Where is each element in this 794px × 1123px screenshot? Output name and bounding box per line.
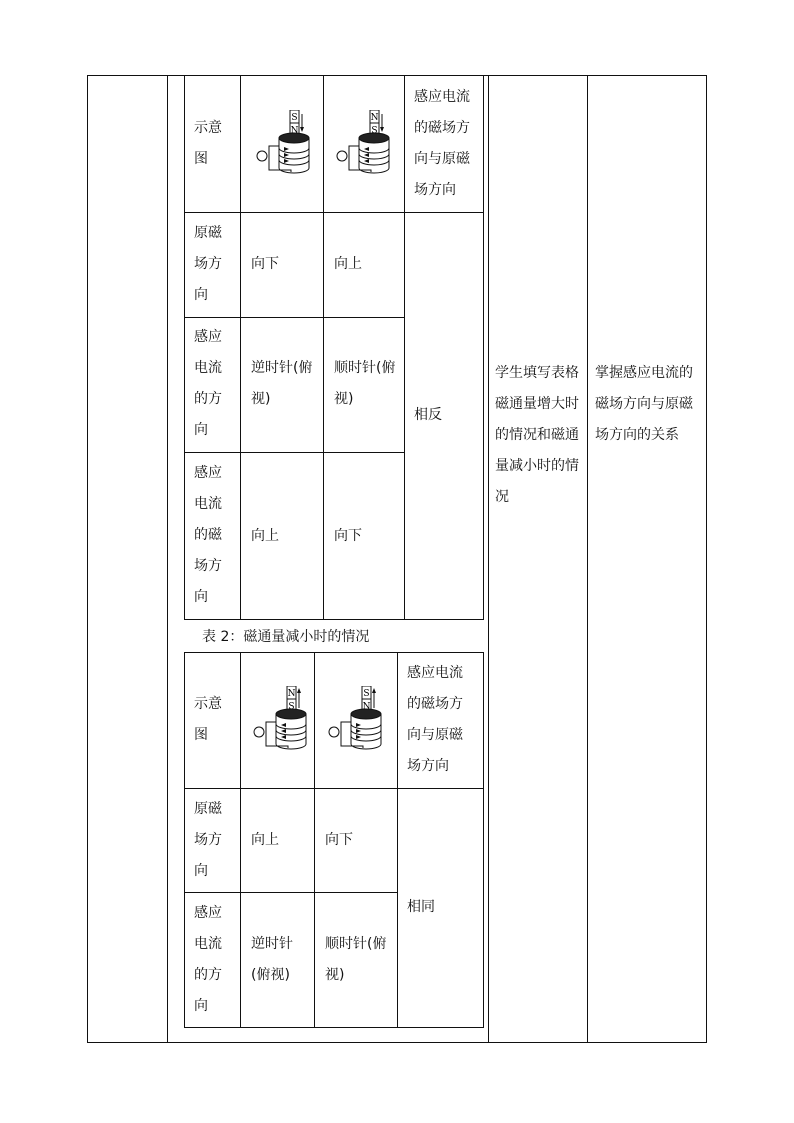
coil-magnet-diagram: [333, 110, 393, 180]
t2-line: [184, 788, 484, 789]
t1-line: [184, 317, 404, 318]
svg-text:S: S: [291, 113, 298, 123]
coil-magnet-diagram: [253, 110, 313, 180]
t1-cell: 向下: [334, 528, 362, 544]
t1-line: [184, 452, 404, 453]
t1-header-label: 示意 图: [194, 120, 222, 167]
t1-line: [184, 619, 484, 620]
svg-text:S: S: [363, 689, 370, 699]
t2-line: [240, 652, 241, 1028]
t1-line: [240, 75, 241, 620]
outer-border-left: [87, 75, 88, 1043]
t1-row-label: 感应 电流 的磁 场方 向: [194, 465, 222, 605]
t2-cell: 向上: [251, 832, 279, 848]
t2-line: [397, 652, 398, 1028]
t1-row-label: 原磁 场方 向: [194, 225, 222, 303]
svg-text:N: N: [362, 702, 371, 712]
outer-col-divider-1: [167, 75, 168, 1043]
t2-line: [483, 652, 484, 1028]
outer-border-right: [706, 75, 707, 1043]
t1-line: [184, 75, 185, 620]
arrow-up-icon: [372, 688, 376, 693]
t1-line: [483, 75, 484, 620]
t2-line: [184, 1027, 484, 1028]
arrow-down-icon: [380, 127, 384, 132]
t2-cell: 逆时针 (俯视): [251, 936, 293, 983]
t1-cell: 顺时针(俯 视): [334, 360, 396, 407]
outer-border-bottom: [87, 1042, 707, 1043]
t2-line: [184, 652, 185, 1028]
t2-header-label: 示意 图: [194, 696, 222, 743]
t1-cell: 向上: [334, 256, 362, 272]
svg-text:N: N: [287, 689, 296, 699]
svg-text:N: N: [290, 126, 299, 136]
coil-magnet-diagram: [250, 686, 310, 756]
t2-cell: 顺时针(俯 视): [325, 936, 387, 983]
t1-cell: 逆时针(俯 视): [251, 360, 313, 407]
t1-line: [323, 75, 324, 620]
t1-relation-value: 相反: [414, 407, 442, 423]
t2-row-label: 感应 电流 的方 向: [194, 905, 222, 1014]
t1-cell: 向上: [251, 528, 279, 544]
t1-header-relation: 感应电流 的磁场方 向与原磁 场方向: [414, 89, 470, 198]
t2-row-label: 原磁 场方 向: [194, 801, 222, 879]
arrow-down-icon: [300, 127, 304, 132]
table2-caption: 表 2：磁通量减小时的情况: [202, 629, 370, 645]
coil-magnet-diagram: [325, 686, 385, 756]
t2-header-relation: 感应电流 的磁场方 向与原磁 场方向: [407, 665, 463, 774]
t2-line: [314, 652, 315, 1028]
t2-cell: 向下: [325, 832, 353, 848]
t2-line: [184, 892, 397, 893]
outer-col-divider-2: [488, 75, 489, 1043]
outer-col-divider-3: [587, 75, 588, 1043]
t1-cell: 向下: [251, 256, 279, 272]
student-activity-text: 学生填写表格 磁通量增大时 的情况和磁通 量减小时的情 况: [495, 365, 579, 505]
t2-line: [184, 652, 484, 653]
t2-relation-value: 相同: [407, 899, 435, 915]
svg-text:S: S: [371, 126, 378, 136]
arrow-up-icon: [297, 688, 301, 693]
svg-text:S: S: [288, 702, 295, 712]
t1-line: [184, 212, 484, 213]
t1-row-label: 感应 电流 的方 向: [194, 329, 222, 438]
design-intent-text: 掌握感应电流的 磁场方向与原磁 场方向的关系: [595, 365, 693, 443]
svg-text:N: N: [370, 113, 379, 123]
t1-line: [404, 75, 405, 620]
t1-line: [184, 75, 484, 76]
